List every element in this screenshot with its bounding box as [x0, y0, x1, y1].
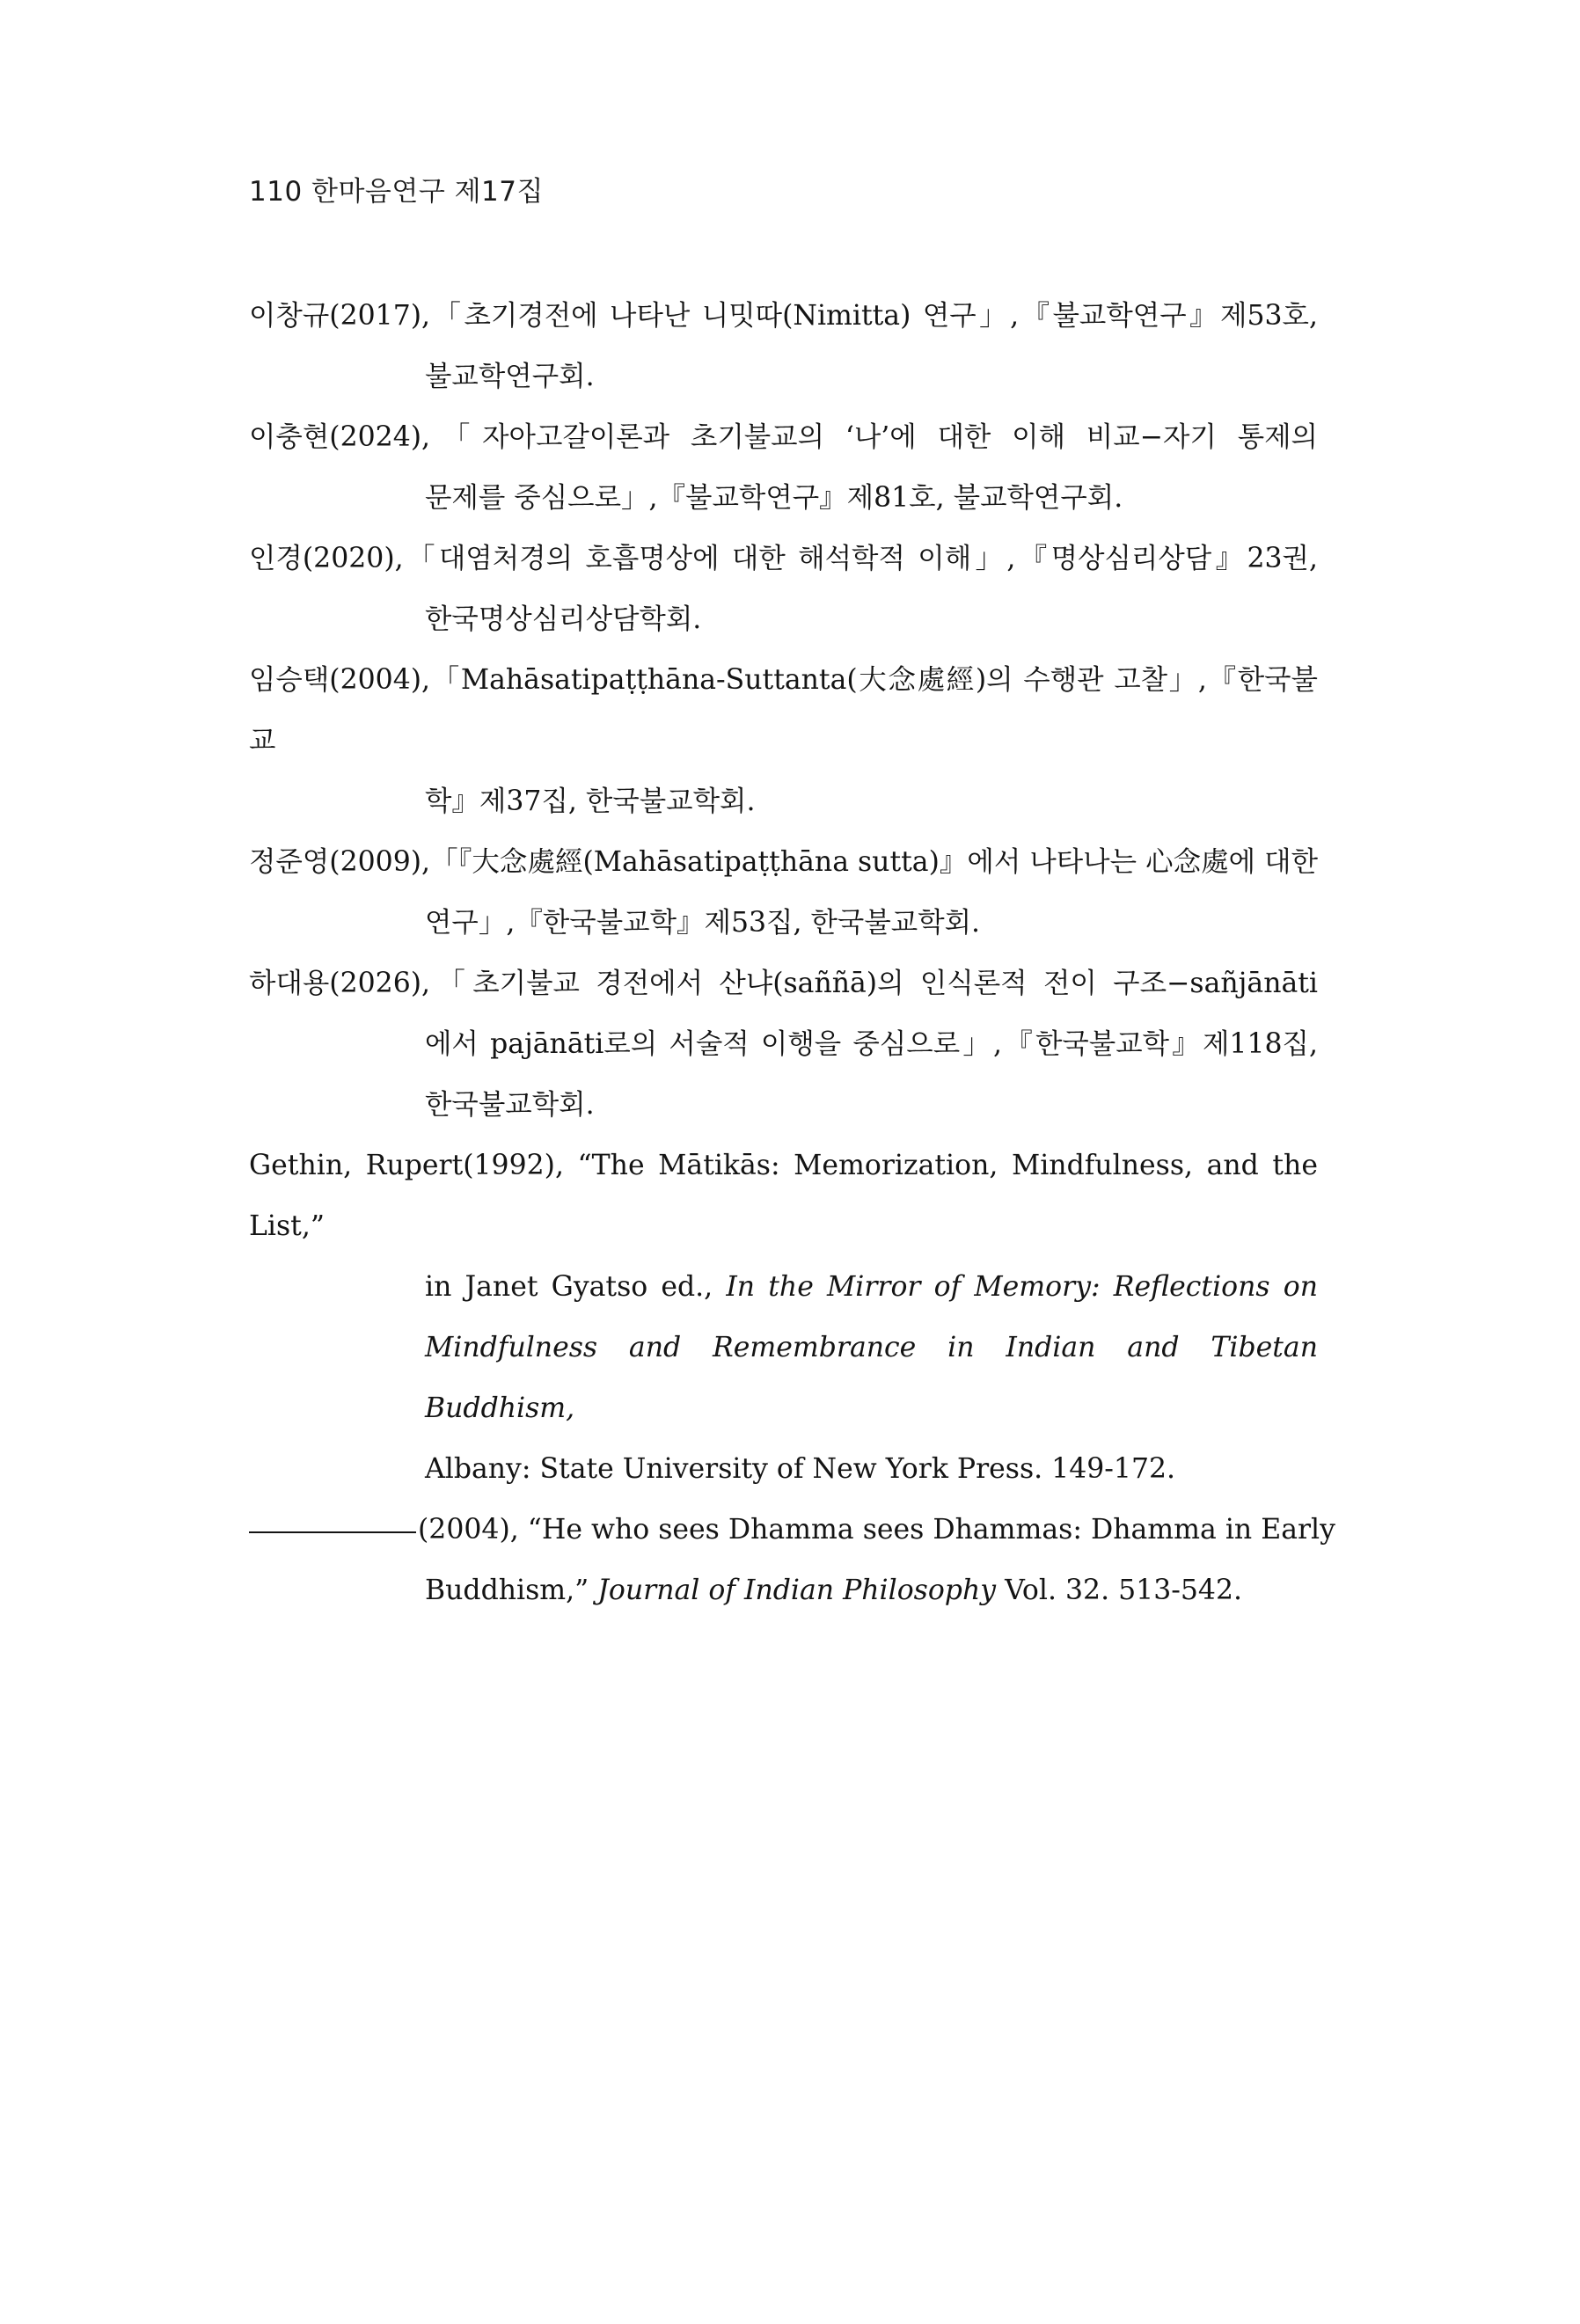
- reference-entry: [249, 1136, 1318, 1500]
- reference-text: (2004), “He who sees Dhamma sees Dhammas: Dhamma in Early: [418, 1514, 1335, 1546]
- reference-line: Albany: State University of New York Press. 149-172.: [425, 1453, 1176, 1485]
- reference-line: 정준영(2009),「『大念處經(Mahāsatipaṭṭhāna sutta)』에서 나타나는 心念處에 대한: [249, 846, 1318, 878]
- reference-line: 이창규(2017),「초기경전에 나타난 니밋따(Nimitta) 연구」,『불교학연구』제53호,: [249, 300, 1318, 332]
- reference-line: 문제를 중심으로」,『불교학연구』제81호, 불교학연구회.: [425, 482, 1123, 514]
- journal-title: 한마음연구 제17집: [311, 176, 544, 208]
- reference-entry: [249, 529, 1318, 650]
- reference-line: 인경(2020),「대염처경의 호흡명상에 대한 해석학적 이해」,『명상심리상담』23권,: [249, 543, 1318, 574]
- reference-text: Buddhism,”: [425, 1575, 598, 1606]
- reference-line: 임승택(2004),「Mahāsatipaṭṭhāna-Suttanta(大念處經)의 수행관 고찰」,『한국불교: [249, 664, 1318, 756]
- repeated-author-dash: [249, 1531, 416, 1533]
- journal-name: Journal of Indian Philosophy: [597, 1575, 997, 1606]
- reference-line: 이충현(2024),「자아고갈이론과 초기불교의 ‘나’에 대한 이해 비교−자기 통제의: [249, 421, 1318, 453]
- reference-line: [249, 1500, 1335, 1560]
- reference-line: 한국명상심리상담학회.: [425, 603, 702, 635]
- reference-line: 하대용(2026),「초기불교 경전에서 산냐(saññā)의 인식론적 전이 구조−sañjānāti: [249, 968, 1318, 999]
- reference-entry: [249, 650, 1318, 832]
- reference-text: Vol. 32. 513-542.: [996, 1575, 1243, 1606]
- reference-entry: [249, 954, 1318, 1136]
- reference-list: [249, 286, 1335, 1621]
- reference-entry: [249, 1500, 1335, 1621]
- reference-entry: [249, 286, 1318, 407]
- reference-line: 불교학연구회.: [425, 361, 595, 392]
- reference-line: Gethin, Rupert(1992), “The Mātikās: Memorization, Mindfulness, and the List,”: [249, 1150, 1318, 1242]
- reference-line: 한국불교학회.: [425, 1089, 595, 1121]
- reference-line: [249, 1560, 1318, 1621]
- page-number: 110: [249, 176, 303, 208]
- reference-line: [249, 1257, 1318, 1318]
- reference-line: 에서 pajānāti로의 서술적 이행을 중심으로」,『한국불교학』제118집,: [425, 1028, 1318, 1060]
- reference-line: 학』제37집, 한국불교학회.: [425, 786, 756, 817]
- reference-line: 연구」,『한국불교학』제53집, 한국불교학회.: [425, 907, 981, 939]
- reference-entry: [249, 407, 1318, 529]
- reference-entry: [249, 832, 1318, 954]
- book-title-continued: Mindfulness and Remembrance in Indian and Tibetan Buddhism,: [425, 1332, 1318, 1424]
- reference-text: in Janet Gyatso ed.,: [425, 1271, 727, 1303]
- running-header: [249, 169, 544, 208]
- book-title: In the Mirror of Memory: Reflections on: [726, 1271, 1318, 1303]
